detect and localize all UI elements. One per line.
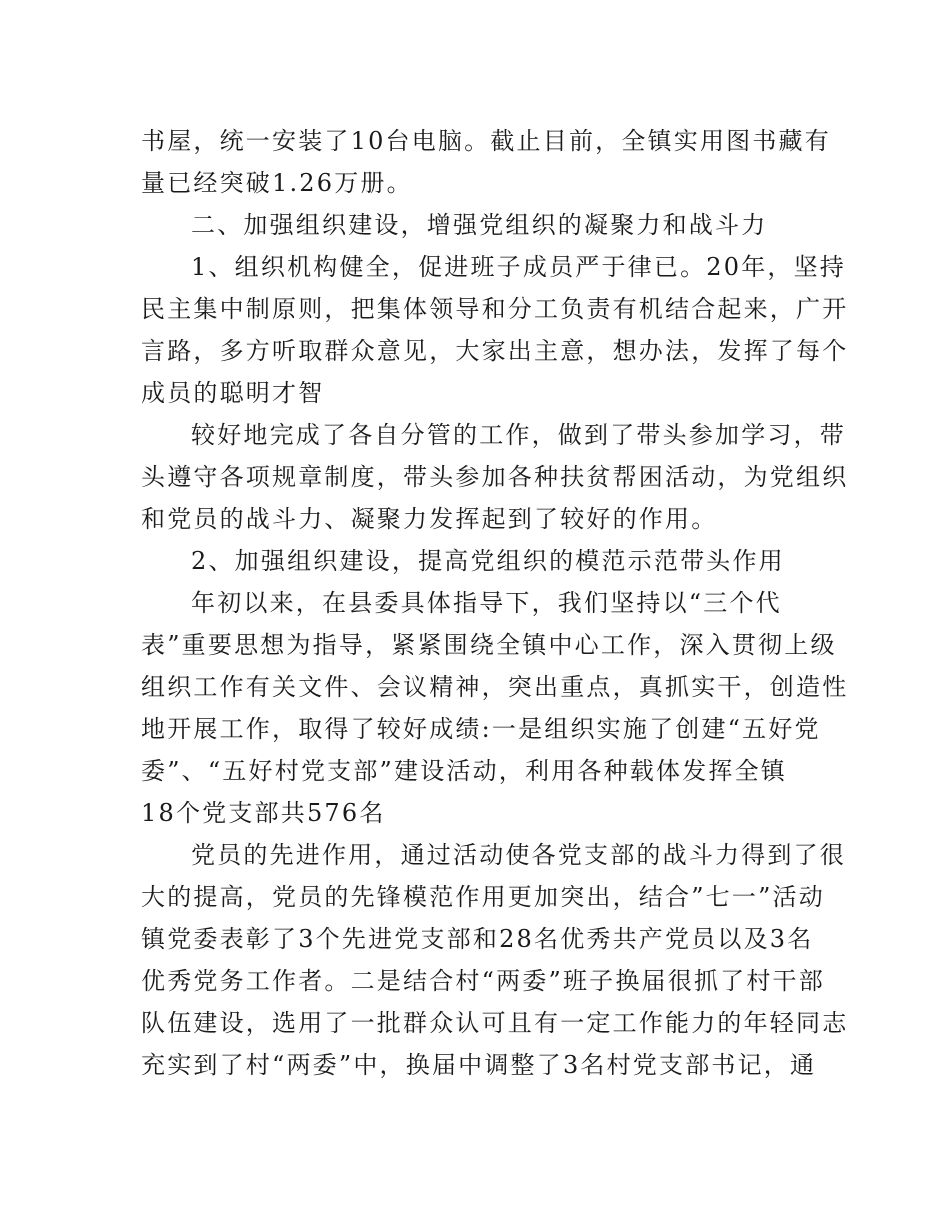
text-line-6: 言路，多方听取群众意见，大家出主意，想办法，发挥了每个 xyxy=(141,337,849,365)
subheading-2: 2、加强组织建设，提高党组织的模范示范带头作用 xyxy=(191,547,785,575)
text-line-22: 队伍建设，选用了一批群众认可且有一定工作能力的年轻同志 xyxy=(141,1009,849,1037)
text-line-17: 18个党支部共576名 xyxy=(141,799,386,827)
text-line-2: 量已经突破1.26万册。 xyxy=(141,169,413,197)
text-line-14: 组织工作有关文件、会议精神，突出重点，真抓实干，创造性 xyxy=(141,673,849,701)
text-line-1: 书屋，统一安装了10台电脑。截止目前，全镇实用图书藏有 xyxy=(141,127,831,155)
text-line-7: 成员的聪明才智 xyxy=(141,379,325,407)
text-line-9: 头遵守各项规章制度，带头参加各种扶贫帮困活动，为党组织 xyxy=(141,463,849,491)
text-line-16: 委”、“五好村党支部”建设活动，利用各种载体发挥全镇 xyxy=(141,757,788,785)
text-line-13: 表”重要思想为指导，紧紧围绕全镇中心工作，深入贯彻上级 xyxy=(141,631,837,659)
text-line-19: 大的提高，党员的先锋模范作用更加突出，结合”七一”活动 xyxy=(141,883,825,911)
text-line-10: 和党员的战斗力、凝聚力发挥起到了较好的作用。 xyxy=(141,505,718,533)
paragraph-start-8: 较好地完成了各自分管的工作，做到了带头参加学习，带 xyxy=(191,421,846,449)
text-line-21: 优秀党务工作者。二是结合村“两委”班子换届很抓了村干部 xyxy=(141,967,825,995)
text-line-20: 镇党委表彰了3个先进党支部和28名优秀共产党员以及3名 xyxy=(141,925,814,953)
paragraph-start-12: 年初以来，在县委具体指导下，我们坚持以“三个代 xyxy=(191,589,782,617)
text-line-15: 地开展工作，取得了较好成绩:一是组织实施了创建“五好党 xyxy=(141,715,821,743)
subheading-1: 1、组织机构健全，促进班子成员严于律已。20年，坚持 xyxy=(191,253,847,281)
text-line-23: 充实到了村“两委”中，换届中调整了3名村党支部书记，通 xyxy=(141,1051,817,1079)
text-line-5: 民主集中制原则，把集体领导和分工负责有机结合起来，广开 xyxy=(141,295,849,323)
paragraph-start-18: 党员的先进作用，通过活动使各党支部的战斗力得到了很 xyxy=(191,841,846,869)
document-body xyxy=(141,120,849,1086)
section-heading-2: 二、加强组织建设，增强党组织的凝聚力和战斗力 xyxy=(191,211,768,239)
